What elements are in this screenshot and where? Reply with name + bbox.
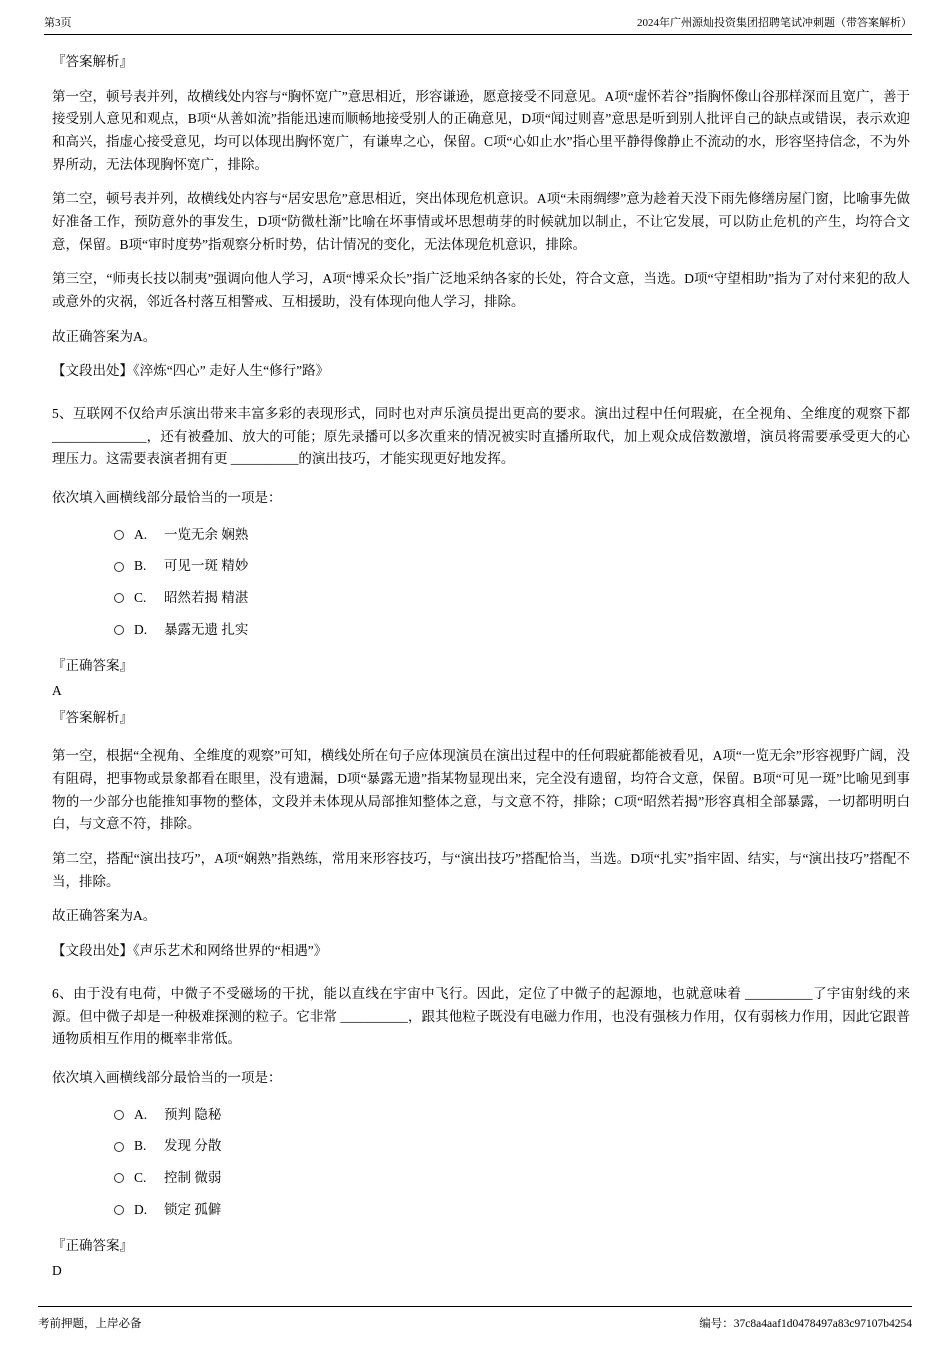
option-letter: A.: [134, 526, 148, 542]
page-footer: [38, 1306, 912, 1331]
correct-answer-label: 『正确答案』: [52, 658, 133, 674]
option-text: 暴露无遗 扎实: [164, 621, 249, 637]
analysis-title: 『答案解析』: [52, 54, 133, 69]
radio-button-icon[interactable]: [114, 1173, 124, 1183]
footer-slogan: 考前押题，上岸必备: [38, 1318, 142, 1330]
analysis-paragraph: 第二空，搭配“演出技巧”，A项“娴熟”指熟练，常用来形容技巧，与“演出技巧”搭配恰当，当选。D项“扎实”指牢固、结实，与“演出技巧”搭配不当，排除。: [52, 851, 910, 889]
option-text: 预判 隐秘: [164, 1106, 222, 1122]
option-text: 发现 分散: [164, 1138, 222, 1154]
option-text: 控制 微弱: [164, 1169, 222, 1185]
option-letter: C.: [134, 590, 147, 606]
option-c[interactable]: [114, 587, 910, 610]
correct-answer-value: A: [52, 683, 62, 699]
radio-button-icon[interactable]: [114, 530, 124, 540]
document-title: 2024年广州源灿投资集团招聘笔试冲刺题（带答案解析）: [637, 17, 912, 29]
option-letter: D.: [134, 621, 148, 637]
option-letter: C.: [134, 1169, 147, 1185]
footer-serial-number: 编号：37c8a4aaf1d0478497a83c97107b4254: [699, 1318, 912, 1330]
document-body: [52, 51, 910, 1283]
analysis-paragraph: 第三空，“师夷长技以制夷”强调向他人学习，A项“博采众长”指广泛地采纳各家的长处，符合文意，当选。D项“守望相助”指为了对付来犯的敌人或意外的灾祸，邻近各村落互相警戒、互相援助，没有体现向他人学习，排除。: [52, 271, 910, 310]
radio-button-icon[interactable]: [114, 1110, 124, 1120]
option-d[interactable]: [114, 1199, 910, 1222]
analysis-paragraph: 第二空，顿号表并列，故横线处内容与“居安思危”意思相近，突出体现危机意识。A项“未雨绸缪”意为趁着天没下雨先修缮房屋门窗，比喻事先做好准备工作，预防意外的事发生，D项“防微杜渐”比喻在坏事情或坏思想萌芽的时候就加以制止，不让它发展，可以防止危机的产生，均符合文意，保留。B项“审时度势”指观察分析时势，估计情况的变化，无法体现危机意识，排除。: [52, 191, 910, 252]
page-number: 第3页: [44, 17, 72, 29]
analysis-paragraph: 第一空，根据“全视角、全维度的观察”可知，横线处所在句子应体现演员在演出过程中的任何瑕疵都能被看见，A项“一览无余”形容视野广阔，没有阻碍，把事物或景象都看在眼里，没有遗漏，D项“暴露无遗”指某物显现出来，完全没有遗留，均符合文意，保留。B项“可见一斑”比喻见到事物的一少部分也能推知事物的整体，文段并未体现从局部推知整体之意，与文意不符，排除；C项“昭然若揭”形容真相全部暴露，一切都明明白白，与文意不符，排除。: [52, 748, 910, 832]
option-letter: B.: [134, 1138, 147, 1154]
passage-source: 【文段出处】《淬炼“四心” 走好人生“修行”路》: [52, 363, 330, 379]
option-c[interactable]: [114, 1167, 910, 1190]
analysis-paragraph: 第一空，顿号表并列，故横线处内容与“胸怀宽广”意思相近，形容谦逊，愿意接受不同意见。A项“虚怀若谷”指胸怀像山谷那样深而且宽广，善于接受别人意见和观点，B项“从善如流”指能迅速而顺畅地接受别人的正确意见，D项“闻过则喜”意思是听到别人批评自己的缺点或错误，表示欢迎和高兴，指虚心接受意见，均可以体现出胸怀宽广，有谦卑之心，保留。C项“心如止水”指心里平静得像静止不流动的水，形容坚持信念，不为外界所动，无法体现胸怀宽广，排除。: [52, 88, 910, 172]
option-b[interactable]: [114, 1135, 910, 1158]
option-text: 昭然若揭 精湛: [164, 590, 249, 606]
option-a[interactable]: [114, 524, 910, 547]
correct-answer-value: D: [52, 1262, 62, 1278]
radio-button-icon[interactable]: [114, 1142, 124, 1152]
question-5-options: [114, 524, 910, 642]
question-6-options: [114, 1104, 910, 1222]
radio-button-icon[interactable]: [114, 562, 124, 572]
option-a[interactable]: [114, 1104, 910, 1127]
page-header: [44, 0, 912, 35]
question-5-prompt: 依次填入画横线部分最恰当的一项是：: [52, 490, 282, 506]
radio-button-icon[interactable]: [114, 593, 124, 603]
radio-button-icon[interactable]: [114, 625, 124, 635]
option-b[interactable]: [114, 555, 910, 578]
radio-button-icon[interactable]: [114, 1205, 124, 1215]
option-letter: D.: [134, 1201, 148, 1217]
option-text: 一览无余 娴熟: [164, 526, 249, 542]
option-letter: A.: [134, 1106, 148, 1122]
option-text: 可见一斑 精妙: [164, 558, 249, 574]
analysis-conclusion: 故正确答案为A。: [52, 908, 157, 924]
question-6-stem: 6、由于没有电荷，中微子不受磁场的干扰，能以直线在宇宙中飞行。因此，定位了中微子的起源地，也就意味着 __________了宇宙射线的来源。但中微子却是一种极难探测的粒子。它非常 __________，跟其他粒子既没有电磁力作用，也没有强核力作用，仅有弱核力作用，因此它跟普通物质相互作用的概率非常低。: [52, 985, 910, 1047]
question-6-prompt: 依次填入画横线部分最恰当的一项是：: [52, 1069, 282, 1085]
correct-answer-label: 『正确答案』: [52, 1238, 133, 1254]
question-5-stem: 5、互联网不仅给声乐演出带来丰富多彩的表现形式，同时也对声乐演员提出更高的要求。演出过程中任何瑕疵，在全视角、全维度的观察下都______________，还有被叠加、放大的可能；原先录播可以多次重来的情况被实时直播所取代，加上观众成倍数激增，演员将需要承受更大的心理压力。这需要表演者拥有更 __________的演出技巧，才能实现更好地发挥。: [52, 406, 910, 467]
analysis-title: 『答案解析』: [52, 709, 133, 725]
option-letter: B.: [134, 558, 147, 574]
option-text: 锁定 孤僻: [164, 1201, 222, 1217]
option-d[interactable]: [114, 619, 910, 642]
passage-source: 【文段出处】《声乐艺术和网络世界的“相遇”》: [52, 943, 328, 959]
analysis-conclusion: 故正确答案为A。: [52, 328, 157, 344]
